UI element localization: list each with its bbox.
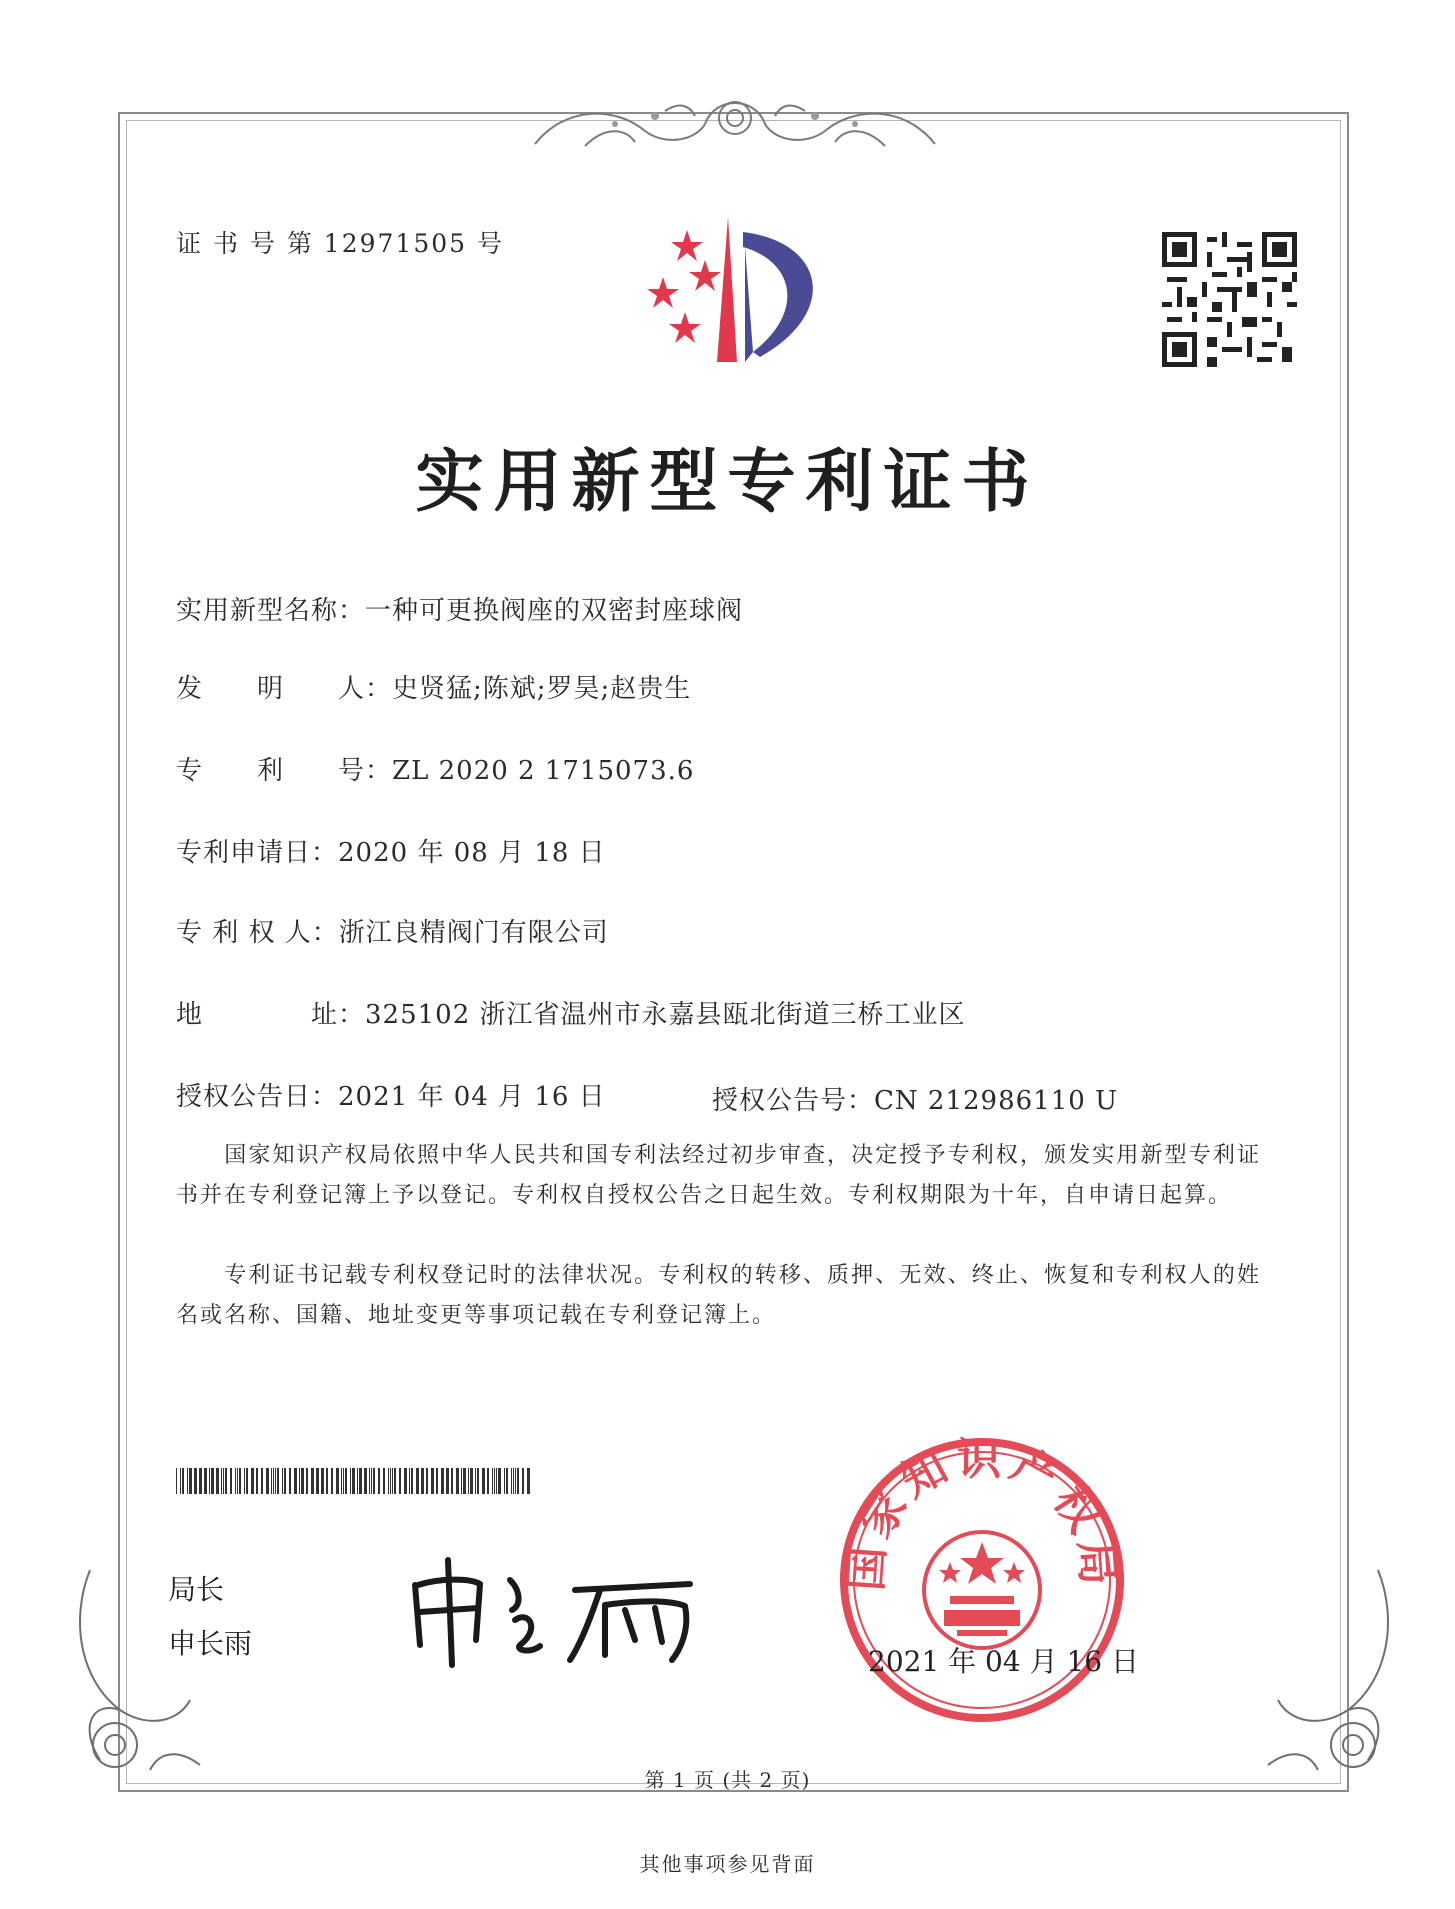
field-value: 一种可更换阀座的双密封座球阀 — [365, 596, 744, 626]
field-label: 授权公告号： — [712, 1086, 875, 1116]
barcode-icon — [176, 1468, 534, 1494]
paragraph-legal-status: 专利证书记载专利权登记时的法律状况。专利权的转移、质押、无效、终止、恢复和专利权人的姓名或名称、国籍、地址变更等事项记载在专利登记簿上。 — [176, 1263, 1261, 1328]
cnipa-logo-icon — [625, 212, 840, 372]
field-address — [176, 994, 966, 1031]
field-patentee — [176, 912, 609, 949]
field-label: 地 址： — [176, 1000, 366, 1030]
seal-date: 2021 年 04 月 16 日 — [868, 1645, 1140, 1678]
page-indicator: 第 1 页 (共 2 页) — [644, 1768, 811, 1792]
field-value: ZL 2020 2 1715073.6 — [392, 756, 695, 786]
footer-note: 其他事项参见背面 — [639, 1852, 816, 1876]
field-label: 专 利 权 人： — [176, 918, 339, 948]
paragraph-grant-statement: 国家知识产权局依照中华人民共和国专利法经过初步审查，决定授予专利权，颁发实用新型专利证书并在专利登记簿上予以登记。专利权自授权公告之日起生效。专利权期限为十年，自申请日起算。 — [176, 1143, 1261, 1208]
field-utility-model-name — [176, 590, 743, 627]
field-label: 专 利 号： — [176, 756, 393, 786]
field-label: 授权公告日： — [176, 1082, 339, 1112]
field-label: 实用新型名称： — [176, 596, 366, 626]
field-value: CN 212986110 U — [874, 1086, 1118, 1116]
field-grant-number — [712, 1080, 1118, 1117]
field-patent-number — [176, 750, 694, 787]
field-value: 325102 浙江省温州市永嘉县瓯北街道三桥工业区 — [365, 1000, 966, 1030]
field-label: 发 明 人： — [176, 674, 393, 704]
official-seal-icon — [832, 1430, 1132, 1730]
handwritten-signature-icon — [400, 1550, 710, 1670]
seal-text: 国家知识产权局 — [840, 1433, 1124, 1593]
field-label: 专利申请日： — [176, 838, 339, 868]
qr-code-icon — [1162, 232, 1297, 367]
certificate-title: 实用新型专利证书 — [415, 443, 1040, 522]
field-value: 2021 年 04 月 16 日 — [338, 1082, 606, 1112]
field-value: 史贤猛;陈斌;罗昊;赵贵生 — [392, 674, 692, 704]
field-inventor — [176, 668, 691, 705]
corner-ornament-right-icon — [1258, 1560, 1408, 1780]
field-grant-date — [176, 1076, 606, 1113]
director-title: 局长 — [168, 1573, 225, 1606]
certificate-number: 证 书 号 第 12971505 号 — [176, 229, 504, 258]
field-value: 2020 年 08 月 18 日 — [338, 838, 606, 868]
director-name: 申长雨 — [168, 1627, 253, 1660]
field-application-date — [176, 832, 606, 869]
field-value: 浙江良精阀门有限公司 — [338, 918, 609, 948]
top-ornament-icon — [525, 86, 945, 156]
